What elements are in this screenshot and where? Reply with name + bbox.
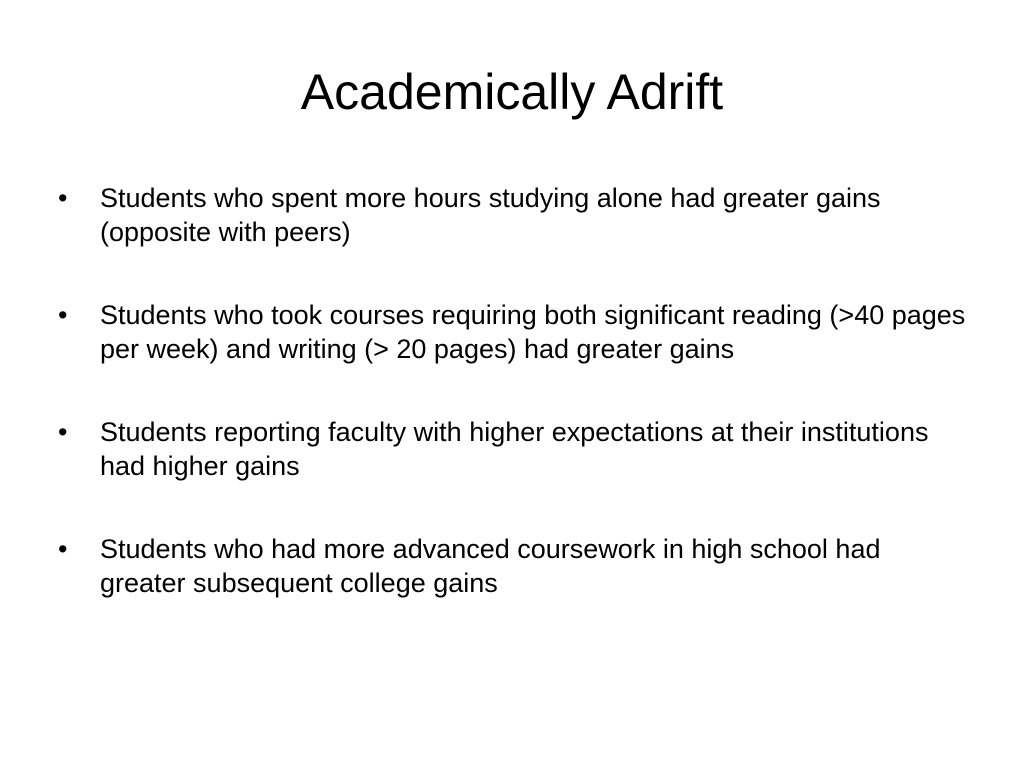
list-item: [58, 181, 978, 249]
bullet-icon: •: [58, 417, 68, 447]
bullet-text: Students reporting faculty with higher expectations at their institutions had higher gains: [100, 417, 929, 481]
bullet-list: [58, 181, 978, 600]
list-item: [58, 298, 978, 366]
bullet-text: Students who had more advanced coursework in high school had greater subsequent college gains: [100, 534, 881, 598]
bullet-icon: •: [58, 534, 68, 564]
bullet-text: Students who spent more hours studying alone had greater gains (opposite with peers): [100, 183, 881, 247]
bullet-text: Students who took courses requiring both significant reading (>40 pages per week) and writing (> 20 pages) had greater gains: [100, 300, 966, 364]
bullet-icon: •: [58, 300, 68, 330]
bullet-icon: •: [58, 183, 68, 213]
list-item: [58, 415, 978, 483]
list-item: [58, 532, 978, 600]
slide-title: Academically Adrift: [300, 64, 724, 120]
